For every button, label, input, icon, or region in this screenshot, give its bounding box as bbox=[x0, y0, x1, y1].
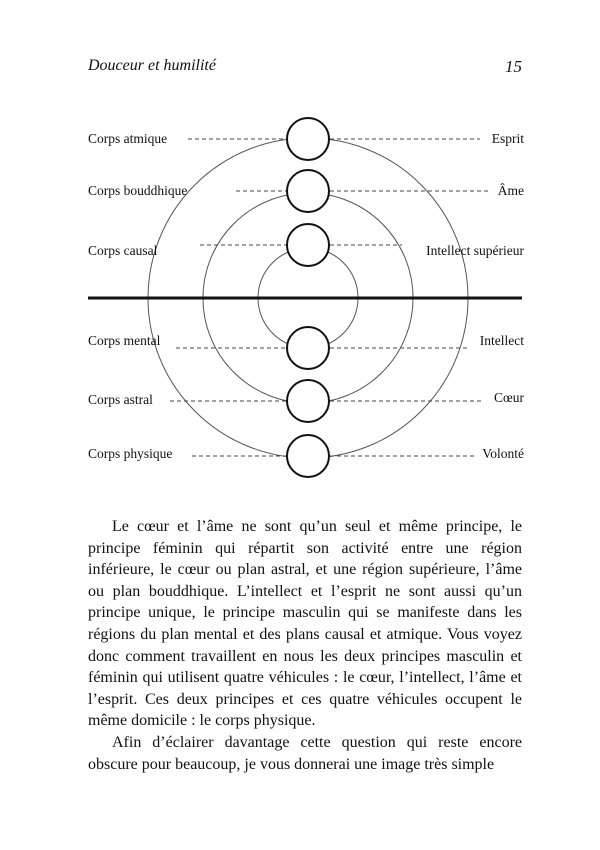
body-node-circle bbox=[287, 118, 329, 160]
left-label: Corps astral bbox=[88, 392, 153, 407]
diagram-row bbox=[88, 118, 524, 160]
left-label: Corps atmique bbox=[88, 131, 168, 146]
right-label: Âme bbox=[497, 183, 524, 198]
left-label: Corps physique bbox=[88, 446, 173, 461]
body-node-circle bbox=[287, 435, 329, 477]
right-label: Cœur bbox=[494, 390, 524, 405]
left-label: Corps bouddhique bbox=[88, 183, 188, 198]
right-label: Esprit bbox=[491, 131, 524, 146]
body-node-circle bbox=[287, 170, 329, 212]
left-label: Corps mental bbox=[88, 333, 161, 348]
right-label: Intellect supérieur bbox=[426, 243, 524, 258]
body-text bbox=[88, 516, 522, 775]
running-header: Douceur et humilité bbox=[88, 57, 216, 74]
diagram-row bbox=[88, 224, 524, 266]
diagram-row bbox=[88, 435, 524, 477]
page-number: 15 bbox=[505, 57, 522, 76]
left-label: Corps causal bbox=[88, 243, 158, 258]
diagram-row bbox=[88, 327, 524, 369]
body-node-circle bbox=[287, 224, 329, 266]
body-node-circle bbox=[287, 380, 329, 422]
body-node-circle bbox=[287, 327, 329, 369]
right-label: Intellect bbox=[479, 333, 524, 348]
right-label: Volonté bbox=[482, 446, 524, 461]
diagram-row bbox=[88, 380, 525, 422]
paragraph: Afin d’éclairer davantage cette question qui reste encore obscure pour beaucoup, je vous donnerai une image très simple bbox=[88, 733, 522, 773]
paragraph: Le cœur et l’âme ne sont qu’un seul et même principe, le principe féminin qui répartit son activité entre une région inférieure, le cœur ou plan astral, et une région supérieure, l’âme ou plan bouddhique. L’intellect et l’esprit ne sont aussi qu’un principe unique, le principe masculin qui se manifeste dans les régions du plan mental et des plans causal et atmique. Vous voyez donc comment travaillent en nous les deux principes masculin et féminin qui utilisent quatre véhicules : le cœur, l’intellect, l’âme et l’esprit. Ces deux principes et ces quatre véhicules occupent le même domicile : le corps physique. bbox=[88, 518, 522, 730]
diagram-row bbox=[88, 170, 524, 212]
